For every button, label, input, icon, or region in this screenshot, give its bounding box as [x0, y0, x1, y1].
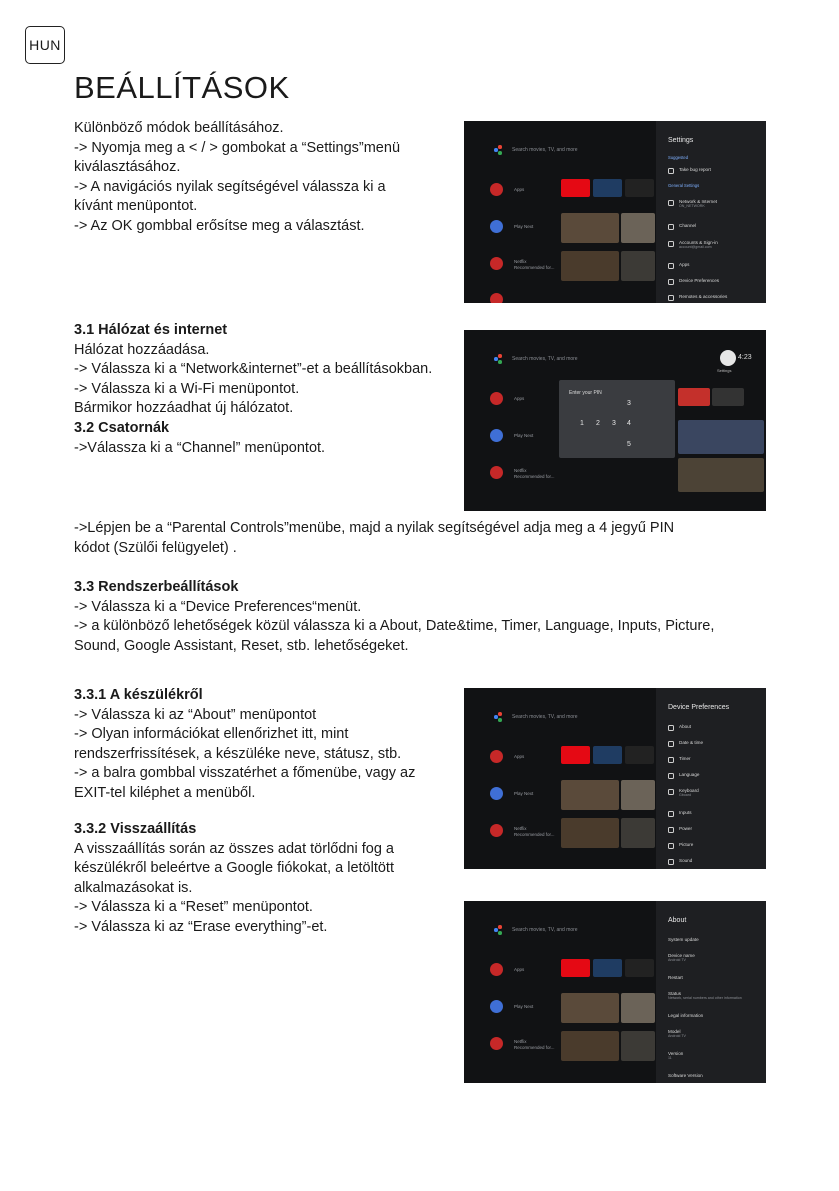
settings-panel: [656, 121, 766, 303]
search-text: Search movies, TV, and more: [512, 356, 578, 362]
text-line: Sound, Google Assistant, Reset, stb. lehetőségeket.: [74, 637, 409, 654]
timer-icon: [668, 757, 674, 763]
item-sub: ON_NETWORK: [679, 204, 705, 208]
assistant-icon: [494, 712, 504, 722]
text-line: -> Válassza ki az “About” menüpontot: [74, 706, 317, 723]
item-label: Take bug report: [679, 167, 711, 172]
row-label: Play Next: [514, 791, 534, 796]
device-item[interactable]: [668, 858, 762, 865]
netflix-tile: [561, 179, 590, 197]
item-label: Legal information: [668, 1013, 704, 1018]
settings-label: Settings: [717, 368, 732, 373]
bug-icon: [668, 168, 674, 174]
item-label: Power: [679, 826, 693, 831]
clock-icon: [668, 741, 674, 747]
text-line: rendszerfrissítések, a készüléke neve, státusz, stb.: [74, 745, 402, 762]
movie-tile: [561, 213, 619, 243]
section-about: [74, 686, 415, 804]
item-label: Software Version: [668, 1073, 703, 1078]
about-item[interactable]: [668, 953, 762, 962]
netflix-tile: [561, 746, 590, 764]
row-icon: [490, 293, 503, 303]
text-line: -> Olyan információkat ellenőrizhet itt, mint: [74, 726, 349, 743]
netflix-row-icon: [490, 257, 503, 270]
movie-tile: [621, 780, 655, 810]
input-icon: [668, 811, 674, 817]
play-next-icon: [490, 220, 503, 233]
text-line: EXIT-tel kiléphet a menüből.: [74, 784, 256, 801]
row-label: Apps: [514, 187, 525, 192]
movie-tile: [621, 1031, 655, 1061]
about-item[interactable]: [668, 1013, 762, 1018]
item-sub: Android TV: [668, 958, 686, 962]
item-label: Channel: [679, 223, 697, 228]
device-item[interactable]: [668, 740, 762, 747]
section-system: [74, 578, 714, 656]
movie-tile: [678, 458, 764, 492]
settings-item[interactable]: [668, 167, 762, 174]
page-title: BEÁLLÍTÁSOK: [74, 70, 290, 105]
netflix-row-icon: [490, 466, 503, 479]
keyboard-icon: [668, 789, 674, 795]
play-next-icon: [490, 429, 503, 442]
about-item[interactable]: [668, 937, 762, 942]
item-label: Status: [668, 991, 682, 996]
text-line: Hálózat hozzáadása.: [74, 341, 210, 358]
item-label: Sound: [679, 858, 693, 863]
item-label: Inputs: [679, 810, 692, 815]
item-label: Device name: [668, 953, 695, 958]
info-icon: [668, 725, 674, 731]
search-text: Search movies, TV, and more: [512, 927, 578, 933]
search-text: Search movies, TV, and more: [512, 714, 578, 720]
tv-search-bar: [494, 712, 578, 722]
pin-digit[interactable]: 5: [627, 441, 631, 448]
settings-item[interactable]: [668, 278, 762, 285]
device-preferences-panel: [656, 688, 766, 869]
app-tile: [625, 179, 654, 197]
settings-item[interactable]: [668, 223, 762, 230]
play-next-icon: [490, 1000, 503, 1013]
item-label: Date & time: [679, 740, 703, 745]
item-label: Device Preferences: [679, 278, 720, 283]
text-line: -> Az OK gombbal erősítse meg a választást.: [74, 217, 365, 234]
section-heading: 3.3 Rendszerbeállítások: [74, 579, 239, 595]
sound-icon: [668, 859, 674, 865]
intro-text: [74, 119, 400, 237]
app-tile: [625, 746, 654, 764]
item-label: Restart: [668, 975, 683, 980]
text-line: -> Nyomja meg a < / > gombokat a “Settings”menü: [74, 139, 401, 156]
tv-screenshot-settings: [464, 121, 766, 303]
settings-item[interactable]: [668, 240, 762, 249]
item-label: Keyboard: [679, 788, 699, 793]
item-sub: Gboard: [679, 793, 691, 797]
text-line: -> Válassza ki a “Reset” menüpontot.: [74, 899, 313, 916]
movie-tile: [561, 780, 619, 810]
panel-title: Device Preferences: [668, 704, 730, 711]
movie-tile: [621, 251, 655, 281]
globe-icon: [668, 773, 674, 779]
tv-screenshot-device-preferences: [464, 688, 766, 869]
item-label: System update: [668, 937, 699, 942]
item-label: Accounts & Sign-in: [679, 240, 718, 245]
movie-tile: [561, 251, 619, 281]
text-line: -> a különböző lehetőségek közül válassza ki a About, Date&time, Timer, Language, Inputs, Picture,: [74, 618, 715, 635]
pin-title: Enter your PIN: [569, 390, 602, 396]
pin-digit[interactable]: 2: [596, 420, 600, 427]
text-line: A visszaállítás során az összes adat törlődni fog a: [74, 840, 394, 857]
netflix-tile: [561, 959, 590, 977]
movie-tile: [561, 818, 619, 848]
text-line: ->Válassza ki a “Channel” menüpontot.: [74, 439, 326, 456]
about-panel: [656, 901, 766, 1083]
row-label: Netflix Recommended for...: [514, 259, 555, 270]
item-label: Apps: [679, 262, 690, 267]
item-label: About: [679, 724, 692, 729]
device-item[interactable]: [668, 826, 762, 833]
assistant-icon: [494, 354, 504, 364]
pin-digit[interactable]: 4: [627, 420, 631, 427]
row-label: Netflix Recommended for...: [514, 1039, 555, 1050]
device-item[interactable]: [668, 772, 762, 779]
row-label: Play Next: [514, 1004, 534, 1009]
about-item[interactable]: [668, 1073, 762, 1078]
section-heading: 3.1 Hálózat és internet: [74, 322, 228, 338]
clock: 4:23: [738, 354, 752, 361]
search-text: Search movies, TV, and more: [512, 147, 578, 153]
text-line: -> a balra gombbal visszatérhet a főmenübe, vagy az: [74, 765, 416, 782]
tv-search-bar: [494, 354, 578, 364]
apps-row-icon: [490, 963, 503, 976]
device-item[interactable]: [668, 724, 762, 731]
account-icon: [668, 241, 674, 247]
netflix-row-icon: [490, 1037, 503, 1050]
tv-screenshot-about: [464, 901, 766, 1083]
power-icon: [668, 827, 674, 833]
text-line: ->Lépjen be a “Parental Controls”menübe, majd a nyilak segítségével adja meg a 4 jegyű PIN: [74, 520, 675, 536]
settings-item[interactable]: [668, 199, 762, 208]
item-label: Language: [679, 772, 700, 777]
app-tile: [712, 388, 744, 406]
movie-tile: [621, 993, 655, 1023]
device-item[interactable]: [668, 788, 762, 797]
row-label: Netflix Recommended for...: [514, 826, 555, 837]
movie-tile: [621, 213, 655, 243]
text-line: készülékről beleértve a Google fiókokat, a letöltött: [74, 860, 394, 877]
pin-digit[interactable]: 3: [627, 400, 631, 407]
tv-search-bar: [494, 925, 578, 935]
apps-row-icon: [490, 392, 503, 405]
device-item[interactable]: [668, 810, 762, 817]
tv-icon: [668, 224, 674, 230]
item-label: Network & Internet: [679, 199, 718, 204]
parental-text: [74, 519, 674, 558]
text-line: -> Válassza ki a “Device Preferences“menüt.: [74, 598, 362, 615]
section-heading: 3.3.1 A készülékről: [74, 687, 203, 703]
pin-digit[interactable]: 1: [580, 420, 584, 427]
assistant-icon: [494, 145, 504, 155]
text-line: -> A navigációs nyilak segítségével válassza ki a: [74, 178, 386, 195]
youtube-tile: [678, 388, 710, 406]
text-line: -> Válassza ki a Wi-Fi menüpontot.: [74, 380, 300, 397]
item-sub: Network, serial numbers and other information: [668, 996, 742, 1000]
text-line: Különböző módok beállításához.: [74, 120, 284, 136]
tv-search-bar: [494, 145, 578, 155]
item-label: Picture: [679, 842, 694, 847]
apps-row-icon: [490, 750, 503, 763]
panel-title: Settings: [668, 137, 694, 144]
pin-digit[interactable]: 3: [612, 420, 616, 427]
row-label: Netflix Recommended for...: [514, 468, 555, 479]
item-label: Model: [668, 1029, 681, 1034]
assistant-icon: [494, 925, 504, 935]
play-next-icon: [490, 787, 503, 800]
text-line: Bármikor hozzáadhat új hálózatot.: [74, 400, 294, 417]
movie-tile: [561, 993, 619, 1023]
text-line: -> Válassza ki az “Erase everything”-et.: [74, 918, 328, 935]
section-heading: 3.3.2 Visszaállítás: [74, 821, 197, 837]
item-sub: account@gmail.com: [679, 245, 712, 249]
row-label: Play Next: [514, 224, 534, 229]
panel-section: Suggested: [668, 155, 689, 160]
section-heading: 3.2 Csatornák: [74, 419, 170, 436]
settings-item[interactable]: [668, 294, 762, 301]
text-line: kiválasztásához.: [74, 159, 181, 176]
item-label: Version: [668, 1051, 684, 1056]
about-item[interactable]: [668, 1029, 762, 1038]
row-label: Apps: [514, 967, 525, 972]
language-badge: HUN: [25, 26, 65, 64]
picture-icon: [668, 843, 674, 849]
apps-row-icon: [490, 183, 503, 196]
about-item[interactable]: [668, 991, 762, 1000]
row-label: Play Next: [514, 433, 534, 438]
movie-tile: [621, 818, 655, 848]
row-label: Apps: [514, 754, 525, 759]
row-label: Apps: [514, 396, 525, 401]
panel-title: About: [668, 917, 687, 924]
movie-tile: [561, 1031, 619, 1061]
apps-icon: [668, 263, 674, 269]
app-tile: [625, 959, 654, 977]
settings-item[interactable]: [668, 262, 762, 269]
about-item[interactable]: [668, 1051, 762, 1060]
text-line: kódot (Szülői felügyelet) .: [74, 539, 237, 556]
netflix-row-icon: [490, 824, 503, 837]
text-line: kívánt menüpontot.: [74, 198, 198, 215]
pin-dialog: [559, 380, 675, 458]
prime-tile: [593, 179, 622, 197]
text-line: alkalmazásokat is.: [74, 879, 193, 896]
display-icon: [668, 279, 674, 285]
gear-icon[interactable]: [720, 350, 736, 366]
text-line: -> Válassza ki a “Network&internet”-et a beállításokban.: [74, 361, 433, 378]
panel-section: General Settings: [668, 183, 700, 188]
item-sub: 11: [668, 1056, 672, 1060]
section-reset: [74, 820, 394, 938]
device-item[interactable]: [668, 842, 762, 849]
item-sub: Android TV: [668, 1034, 686, 1038]
movie-tile: [678, 420, 764, 454]
remote-icon: [668, 295, 674, 301]
item-label: Remotes & accessories: [679, 294, 728, 299]
device-item[interactable]: [668, 756, 762, 763]
prime-tile: [593, 959, 622, 977]
wifi-icon: [668, 200, 674, 206]
section-network: [74, 321, 432, 458]
tv-screenshot-pin: [464, 330, 766, 511]
item-label: Timer: [679, 756, 691, 761]
about-item[interactable]: [668, 975, 762, 980]
prime-tile: [593, 746, 622, 764]
